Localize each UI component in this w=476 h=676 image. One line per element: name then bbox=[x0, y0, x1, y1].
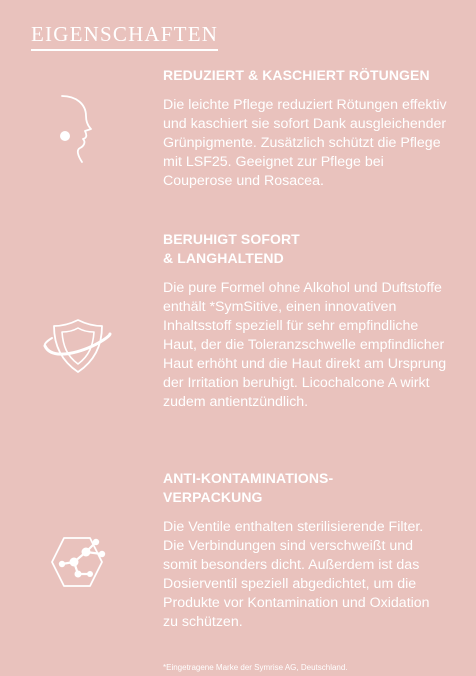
feature-heading-line: VERPACKUNG bbox=[163, 489, 263, 505]
feature-text: Die leichte Pflege reduziert Rötungen effektiv und kaschiert sie sofort Dank ausgleichender Grünpigmente. Zusätzlich schützt die Pflege mit LSF25. Geeignet zur Pflege bei Couperose und Rosacea. bbox=[163, 97, 447, 189]
feature-heading bbox=[163, 469, 448, 507]
face-profile-icon bbox=[52, 92, 98, 168]
feature-text: Die Ventile enthalten sterilisierende Filter. Die Verbindungen sind verschweißt und somit besonders dicht. Außerdem ist das Dosierventil speziell abgedichtet, um die Produkte vor Kontamination und Oxidation zu schützen. bbox=[163, 519, 430, 630]
feature-heading: REDUZIERT & KASCHIERT RÖTUNGEN bbox=[163, 67, 430, 83]
feature-heading bbox=[163, 230, 448, 268]
molecule-hexagon-icon bbox=[44, 530, 114, 592]
feature-soothing bbox=[163, 230, 448, 412]
shield-orbit-icon bbox=[42, 314, 114, 378]
feature-heading-line: BERUHIGT SOFORT bbox=[163, 231, 300, 247]
page-title: EIGENSCHAFTEN bbox=[31, 22, 218, 51]
feature-text: Die pure Formel ohne Alkohol und Duftstoffe enthält *SymSitive, einen innovativen Inhaltsstoff speziell für sehr empfindliche Haut, der die Toleranzschwelle empfindlicher Haut erhöht und die Haut direkt am Ursprung der Irritation beruhigt. Licochalcone A wirkt zudem antientzündlich. bbox=[163, 280, 447, 410]
footnote: *Eingetragene Marke der Symrise AG, Deutschland. bbox=[163, 663, 348, 672]
feature-redness bbox=[163, 66, 448, 191]
feature-heading-line: ANTI-KONTAMINATIONS- bbox=[163, 470, 334, 486]
feature-packaging bbox=[163, 469, 448, 632]
feature-heading-line: & LANGHALTEND bbox=[163, 250, 284, 266]
